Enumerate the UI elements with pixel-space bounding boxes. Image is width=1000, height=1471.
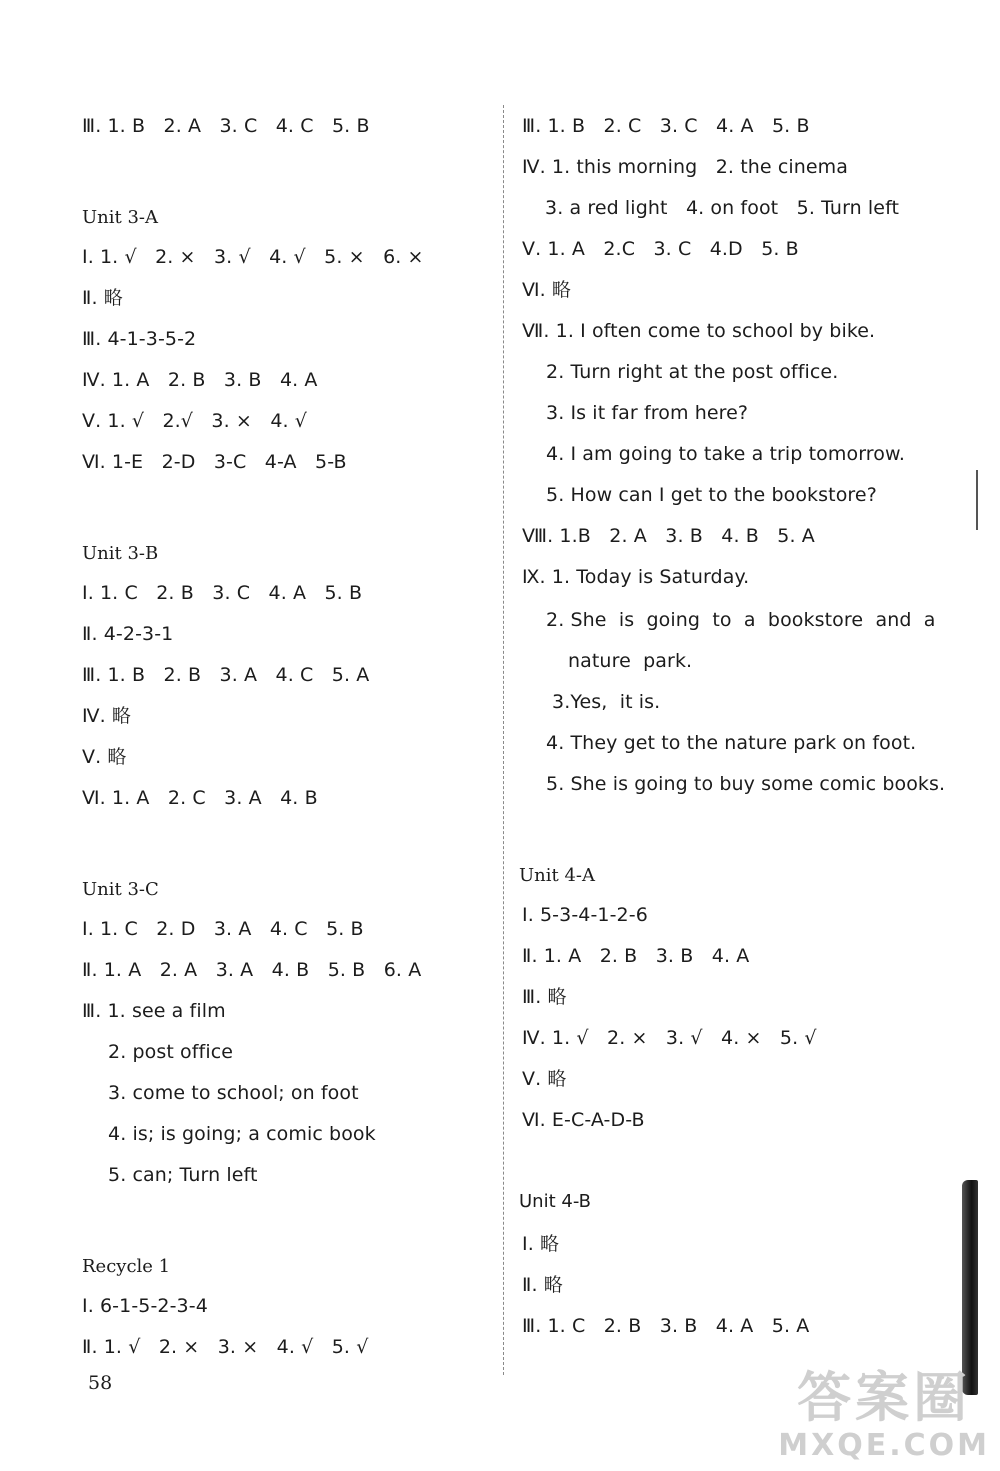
site-watermark (778, 1368, 990, 1463)
answer-line: Ⅰ. 6-1-5-2-3-4 (82, 1295, 208, 1317)
answer-line: Ⅲ. 略 (522, 986, 567, 1008)
unit-heading: Unit 3-C (82, 879, 159, 900)
watermark-url: MXQE.COM (778, 1428, 990, 1463)
answer-line: Ⅲ. 4-1-3-5-2 (82, 328, 197, 350)
answer-line: Ⅱ. 略 (82, 287, 123, 309)
answer-line: 5. How can I get to the bookstore? (546, 484, 877, 506)
unit-heading: Unit 3-B (82, 543, 159, 564)
answer-line: 2. She is going to a bookstore and a (546, 609, 936, 631)
answer-line: Ⅵ. 1. A 2. C 3. A 4. B (82, 787, 318, 809)
answer-line: Ⅱ. 1. A 2. A 3. A 4. B 5. B 6. A (82, 959, 422, 981)
column-divider (503, 105, 504, 1375)
answer-line: Ⅸ. 1. Today is Saturday. (522, 566, 750, 588)
answer-line: Ⅴ. 略 (82, 746, 127, 768)
answer-line: nature park. (568, 650, 693, 672)
page-edge-mark (976, 470, 978, 530)
answer-line: 4. They get to the nature park on foot. (546, 732, 917, 754)
answer-line: Ⅳ. 略 (82, 705, 132, 727)
answer-line: Ⅱ. 1. A 2. B 3. B 4. A (522, 945, 750, 967)
answer-line: Ⅵ. 略 (522, 279, 572, 301)
answer-line: Ⅰ. 1. C 2. D 3. A 4. C 5. B (82, 918, 364, 940)
answer-line: 2. Turn right at the post office. (546, 361, 839, 383)
answer-line: 2. post office (108, 1041, 234, 1063)
unit-heading: Unit 4-B (519, 1191, 592, 1212)
page-number: 58 (88, 1372, 113, 1394)
answer-line: Ⅳ. 1. A 2. B 3. B 4. A (82, 369, 318, 391)
answer-line: Ⅲ. 1. B 2. C 3. C 4. A 5. B (522, 115, 810, 137)
answer-line: Ⅲ. 1. B 2. A 3. C 4. C 5. B (82, 115, 370, 137)
answer-line: Ⅵ. 1-E 2-D 3-C 4-A 5-B (82, 451, 347, 473)
page-edge-shadow (962, 1180, 978, 1395)
answer-line: Ⅱ. 1. √ 2. × 3. × 4. √ 5. √ (82, 1336, 369, 1358)
answer-line: 3. come to school; on foot (108, 1082, 359, 1104)
answer-line: 5. can; Turn left (108, 1164, 258, 1186)
answer-line: Ⅳ. 1. this morning 2. the cinema (522, 156, 849, 178)
answer-line: Ⅳ. 1. √ 2. × 3. √ 4. × 5. √ (522, 1027, 817, 1049)
unit-heading: Unit 4-A (519, 865, 596, 886)
watermark-logo-text: 答案圈 (797, 1366, 972, 1429)
answer-line: Ⅵ. E-C-A-D-B (522, 1109, 645, 1131)
answer-line: Ⅰ. 1. √ 2. × 3. √ 4. √ 5. × 6. × (82, 246, 424, 268)
answer-line: Ⅷ. 1.B 2. A 3. B 4. B 5. A (522, 525, 815, 547)
answer-line: Ⅰ. 略 (522, 1233, 560, 1255)
answer-line: 3. Is it far from here? (546, 402, 749, 424)
answer-line: Ⅲ. 1. B 2. B 3. A 4. C 5. A (82, 664, 370, 686)
answer-line: 3. a red light 4. on foot 5. Turn left (545, 197, 900, 219)
answer-line: Ⅴ. 1. A 2.C 3. C 4.D 5. B (522, 238, 799, 260)
answer-line: Ⅴ. 略 (522, 1068, 567, 1090)
answer-line: 3.Yes, it is. (552, 691, 661, 713)
answer-line: Ⅲ. 1. C 2. B 3. B 4. A 5. A (522, 1315, 810, 1337)
answer-line: 5. She is going to buy some comic books. (546, 773, 946, 795)
answer-line: Ⅲ. 1. see a film (82, 1000, 226, 1022)
unit-heading: Recycle 1 (82, 1256, 171, 1277)
answer-line: Ⅴ. 1. √ 2.√ 3. × 4. √ (82, 410, 308, 432)
unit-heading: Unit 3-A (82, 207, 159, 228)
answer-line: Ⅱ. 略 (522, 1274, 563, 1296)
answer-line: 4. I am going to take a trip tomorrow. (546, 443, 906, 465)
answer-line: 4. is; is going; a comic book (108, 1123, 376, 1145)
answer-line: Ⅰ. 1. C 2. B 3. C 4. A 5. B (82, 582, 363, 604)
right-column (505, 0, 1000, 1471)
answer-line: Ⅶ. 1. I often come to school by bike. (522, 320, 876, 342)
answer-line: Ⅰ. 5-3-4-1-2-6 (522, 904, 648, 926)
answer-line: Ⅱ. 4-2-3-1 (82, 623, 174, 645)
